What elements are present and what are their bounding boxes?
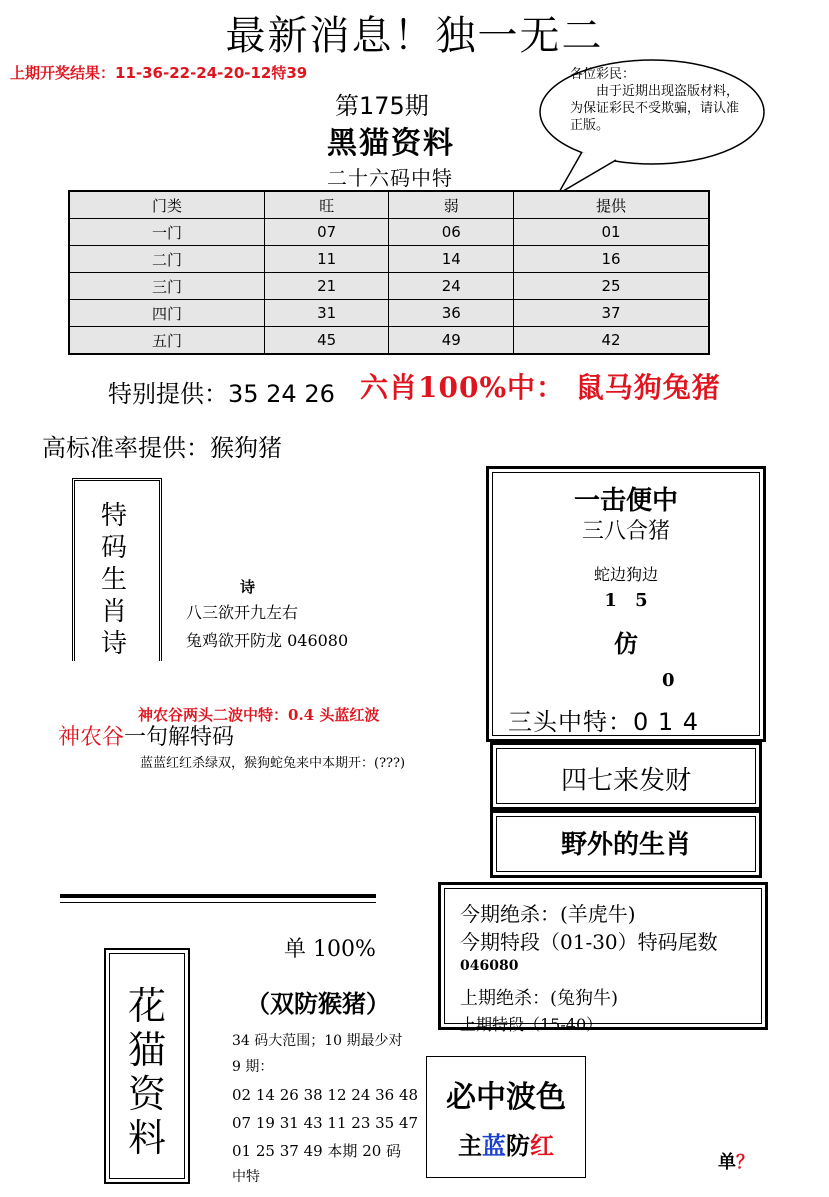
huamao-char: 料	[127, 1116, 166, 1160]
poem-box-char: 诗	[100, 629, 127, 659]
notice-text	[570, 66, 740, 134]
poem-line: 兔鸡欲开防龙 046080	[186, 631, 349, 650]
table-cell: 五门	[69, 327, 264, 355]
shennonggu-sub: 蓝蓝红红杀绿双，猴狗蛇兔来中本期开：(???)	[140, 756, 406, 771]
range-line: 中特	[232, 1169, 260, 1185]
table-cell: 16	[514, 246, 709, 273]
kill-line: 046080	[460, 958, 519, 974]
box-47-text: 四七来发财	[560, 766, 691, 796]
table-cell: 31	[264, 300, 389, 327]
strike-fang: 仿	[614, 629, 638, 658]
strike-zero: 0	[662, 670, 675, 691]
table-cell: 11	[264, 246, 389, 273]
poem-box-char: 生	[100, 565, 127, 595]
range-line: 07 19 31 43 11 23 35 47	[232, 1114, 419, 1132]
table-cell: 二门	[69, 246, 264, 273]
range-line: 9 期：	[232, 1059, 274, 1075]
poem-box-label	[92, 500, 136, 660]
range-line: 01 25 37 49 本期 20 码	[232, 1142, 402, 1160]
high-standard-offer: 高标准率提供：猴狗猪	[42, 434, 282, 462]
table-cell: 25	[514, 273, 709, 300]
issue-number: 第175期	[335, 92, 429, 120]
shuangfang: （双防猴猪）	[246, 989, 390, 1018]
table-cell: 24	[389, 273, 514, 300]
wave-main: 主	[458, 1131, 482, 1160]
huamao-char: 资	[127, 1072, 166, 1116]
table-cell: 49	[389, 327, 514, 355]
special-offer: 特别提供：35 24 26	[108, 380, 335, 408]
table-cell: 三门	[69, 273, 264, 300]
table-row	[69, 327, 709, 355]
table-row	[69, 246, 709, 273]
wave-sub	[426, 1126, 586, 1161]
huamao-char: 花	[127, 984, 166, 1028]
table-row	[69, 273, 709, 300]
table-cell: 36	[389, 300, 514, 327]
table-header-row	[69, 191, 709, 219]
page-title: 最新消息！独一无二	[225, 13, 604, 59]
table-cell: 45	[264, 327, 389, 355]
divider	[60, 902, 376, 903]
dan-100: 单 100%	[284, 937, 376, 962]
box-wild-text: 野外的生肖	[560, 830, 691, 860]
poem-box-char: 肖	[100, 597, 127, 627]
footer-dan	[718, 1148, 754, 1174]
footer-dan-text: 单	[718, 1152, 736, 1173]
three-heads: 三头中特：0 1 4	[508, 708, 700, 736]
issue-name: 黑猫资料	[327, 126, 455, 161]
table-header: 旺	[264, 191, 389, 219]
range-line: 34 码大范围；10 期最少对	[232, 1033, 403, 1049]
table-cell: 37	[514, 300, 709, 327]
kill-line: 上期绝杀：(兔狗牛)	[460, 988, 619, 1009]
table-cell: 21	[264, 273, 389, 300]
table-row	[69, 219, 709, 246]
poem-line: 八三欲开九左右	[186, 603, 299, 622]
poem-box-char: 码	[100, 533, 127, 563]
wave-title: 必中波色	[446, 1080, 566, 1115]
table-header: 门类	[69, 191, 264, 219]
notice-body: 由于近期出现盗版材料，为保证彩民不受欺骗，请认准正版。	[570, 84, 740, 133]
shennonggu-wave-line: 神农谷两头二波中特：0.4 头蓝红波	[138, 706, 380, 724]
issue-subtitle: 二十六码中特	[327, 166, 453, 190]
table-cell: 42	[514, 327, 709, 355]
strike-side: 蛇边狗边	[593, 565, 658, 584]
last-result: 上期开奖结果：11-36-22-24-20-12特39	[10, 64, 308, 82]
table-cell: 一门	[69, 219, 264, 246]
table-header: 弱	[389, 191, 514, 219]
shennonggu-heading-red: 神农谷	[58, 725, 125, 750]
huamao-char: 猫	[127, 1028, 166, 1072]
shennonggu-heading	[58, 720, 234, 751]
table-cell: 01	[514, 219, 709, 246]
poem-label: 诗	[240, 578, 256, 596]
footer-question: ？	[736, 1152, 754, 1173]
table-row	[69, 300, 709, 327]
range-line: 02 14 26 38 12 24 36 48	[232, 1086, 419, 1104]
wave-guard: 防	[506, 1131, 530, 1160]
wave-blue: 蓝	[482, 1131, 506, 1160]
table-header: 提供	[514, 191, 709, 219]
kill-line: 上期特段（15-40）	[460, 1015, 603, 1034]
shennonggu-heading-black: 一句解特码	[124, 725, 235, 750]
strike-nums: 1 5	[604, 590, 648, 611]
table-cell: 14	[389, 246, 514, 273]
data-table	[68, 190, 710, 355]
divider	[60, 894, 376, 898]
kill-line: 今期绝杀：(羊虎牛)	[460, 902, 636, 926]
six-xiao-banner: 六肖100%中： 鼠马狗兔猪	[360, 371, 721, 404]
table-cell: 四门	[69, 300, 264, 327]
strike-title: 一击便中	[573, 486, 678, 516]
huamao-label	[108, 984, 186, 1160]
poem-box-char: 特	[100, 501, 127, 531]
notice-greeting: 各位彩民：	[570, 67, 636, 82]
kill-line: 今期特段（01-30）特码尾数	[460, 930, 718, 954]
wave-red: 红	[530, 1131, 554, 1160]
strike-sub: 三八合猪	[581, 519, 670, 544]
table-cell: 07	[264, 219, 389, 246]
table-cell: 06	[389, 219, 514, 246]
